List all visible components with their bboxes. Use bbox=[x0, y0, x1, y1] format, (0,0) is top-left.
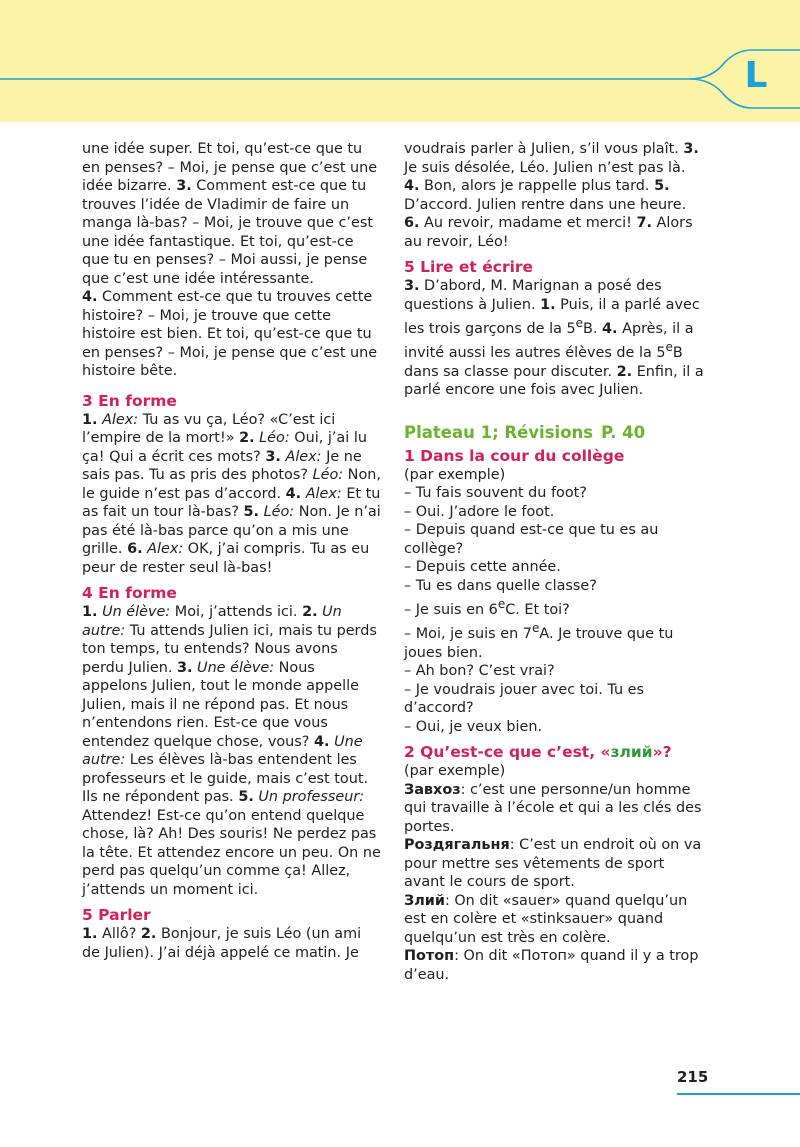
page-number-rule bbox=[677, 1093, 800, 1095]
right-column bbox=[404, 140, 704, 984]
section-heading: 3 En forme bbox=[82, 391, 177, 410]
dialog-line: – Depuis quand est-ce que tu es au collège? bbox=[404, 522, 659, 557]
left-column bbox=[82, 140, 382, 962]
plateau-page-ref: P. 40 bbox=[601, 422, 646, 442]
answer-paragraph: 1. Alex: Tu as vu ça, Léo? «C’est ici l’empire de la mort!» 2. Léo: Oui, j’ai lu ça! Qui a écrit ces mots? 3. Alex: Je ne sais pas. Tu as pris des photos? Léo: Non, le guide n’est pas d’accord. 4. Alex: Et tu as fait un tour là-bas? 5. Léo: Non. Je n’ai pas été là-bas parce qu’on a mis une grille. 6. Alex: OK, j’ai compris. Tu as eu peur de rester seul là-bas! bbox=[82, 411, 381, 576]
dialog-line: – Je voudrais jouer avec toi. Tu es d’accord? bbox=[404, 681, 645, 717]
dialog-line: – Je suis en 6eC. Et toi? bbox=[404, 597, 570, 618]
answer-paragraph: 4. Comment est-ce que tu trouves cette histoire? – Moi, je trouve que cette histoire est bien. Et toi, qu’est-ce que tu en penses? – Moi, je pense que c’est une histoire bête. bbox=[82, 289, 378, 379]
section-heading: 2 Qu’est-ce que c’est, «злий»? bbox=[404, 743, 672, 762]
section-heading: 1 Dans la cour du collège bbox=[404, 446, 625, 465]
answer-paragraph: 3. D’abord, M. Marignan a posé des questions à Julien. 1. Puis, il a parlé avec les trois garçons de la 5eB. 4. Après, il a invité aussi les autres élèves de la 5eB dans sa classe pour discuter. 2. Enfin, il a parlé encore une fois avec Julien. bbox=[404, 278, 704, 399]
header-tab-line bbox=[0, 0, 800, 122]
plateau-heading bbox=[404, 422, 704, 444]
answer-paragraph: 1. Un élève: Moi, j’attends ici. 2. Un autre: Tu attends Julien ici, mais tu perds ton temps, tu entends? Nous avons perdu Julien. 3. Une élève: Nous appelons Julien, tout le monde appelle Julien, mais il ne répond pas. Et nous n’entendons rien. Est-ce que vous entendez quelque chose, vous? 4. Une autre: Les élèves là-bas entendent les professeurs et le guide, mais c’est tout. Ils ne répondent pas. 5. Un professeur: Attendez! Est-ce qu’on entend quelque chose, là? Ah! Des souris! Ne perdez pas la tête. Et attendez encore un peu. On ne perd pas quelqu’un comme ça! Allez, j’attends un moment ici. bbox=[82, 604, 381, 898]
answer-paragraph: une idée super. Et toi, qu’est-ce que tu en penses? – Moi, je pense que c’est une idée bizarre. 3. Comment est-ce que tu trouves l’idée de Vladimir de faire un manga là-bas? – Moi, je trouve que c’est une idée fantastique. Et toi, qu’est-ce que tu en penses? – Moi aussi, je pense que c’est une idée intéressante. bbox=[82, 141, 378, 287]
dialog-line: – Oui, je veux bien. bbox=[404, 718, 543, 735]
dialog-line: – Tu es dans quelle classe? bbox=[404, 577, 597, 594]
dialog-line: – Ah bon? C’est vrai? bbox=[404, 663, 555, 680]
example-label: (par exemple) bbox=[404, 763, 506, 780]
dialog-line: – Tu fais souvent du foot? bbox=[404, 485, 587, 502]
dialog-line: – Depuis cette année. bbox=[404, 559, 561, 576]
dialog-line: – Oui. J’adore le foot. bbox=[404, 503, 555, 520]
example-label: (par exemple) bbox=[404, 466, 506, 483]
answer-paragraph: voudrais parler à Julien, s’il vous plaît. 3. Je suis désolée, Léo. Julien n’est pas là. 4. Bon, alors je rappelle plus tard. 5. D’accord. Julien rentre dans une heure. 6. Au revoir, madame et merci! 7. Alors au revoir, Léo! bbox=[404, 141, 699, 250]
section-heading: 5 Lire et écrire bbox=[404, 258, 534, 276]
definition: Роздягальня: C’est un endroit où on va pour mettre ses vêtements de sport avant le cours de sport. bbox=[404, 837, 702, 891]
section-heading: 5 Parler bbox=[82, 906, 151, 924]
answer-paragraph: 1. Allô? 2. Bonjour, je suis Léo (un ami de Julien). J’ai déjà appelé ce matin. Je bbox=[82, 926, 362, 961]
page-number: 215 bbox=[677, 1068, 709, 1086]
section-heading: 4 En forme bbox=[82, 584, 177, 602]
definition: Злий: On dit «sauer» quand quelqu’un est en colère et «stinksauer» quand quelqu’un est très en colère. bbox=[404, 892, 688, 946]
section-letter: L bbox=[744, 55, 768, 96]
plateau-title: Plateau 1; Révisions bbox=[404, 422, 594, 442]
dialog-line: – Moi, je suis en 7eA. Je trouve que tu joues bien. bbox=[404, 621, 674, 661]
page-header-band bbox=[0, 0, 800, 122]
definition: Завхоз: c’est une personne/un homme qui travaille à l’école et qui a les clés des portes. bbox=[404, 781, 702, 835]
definition: Потоп: On dit «Потоп» quand il y a trop d’eau. bbox=[404, 948, 699, 983]
